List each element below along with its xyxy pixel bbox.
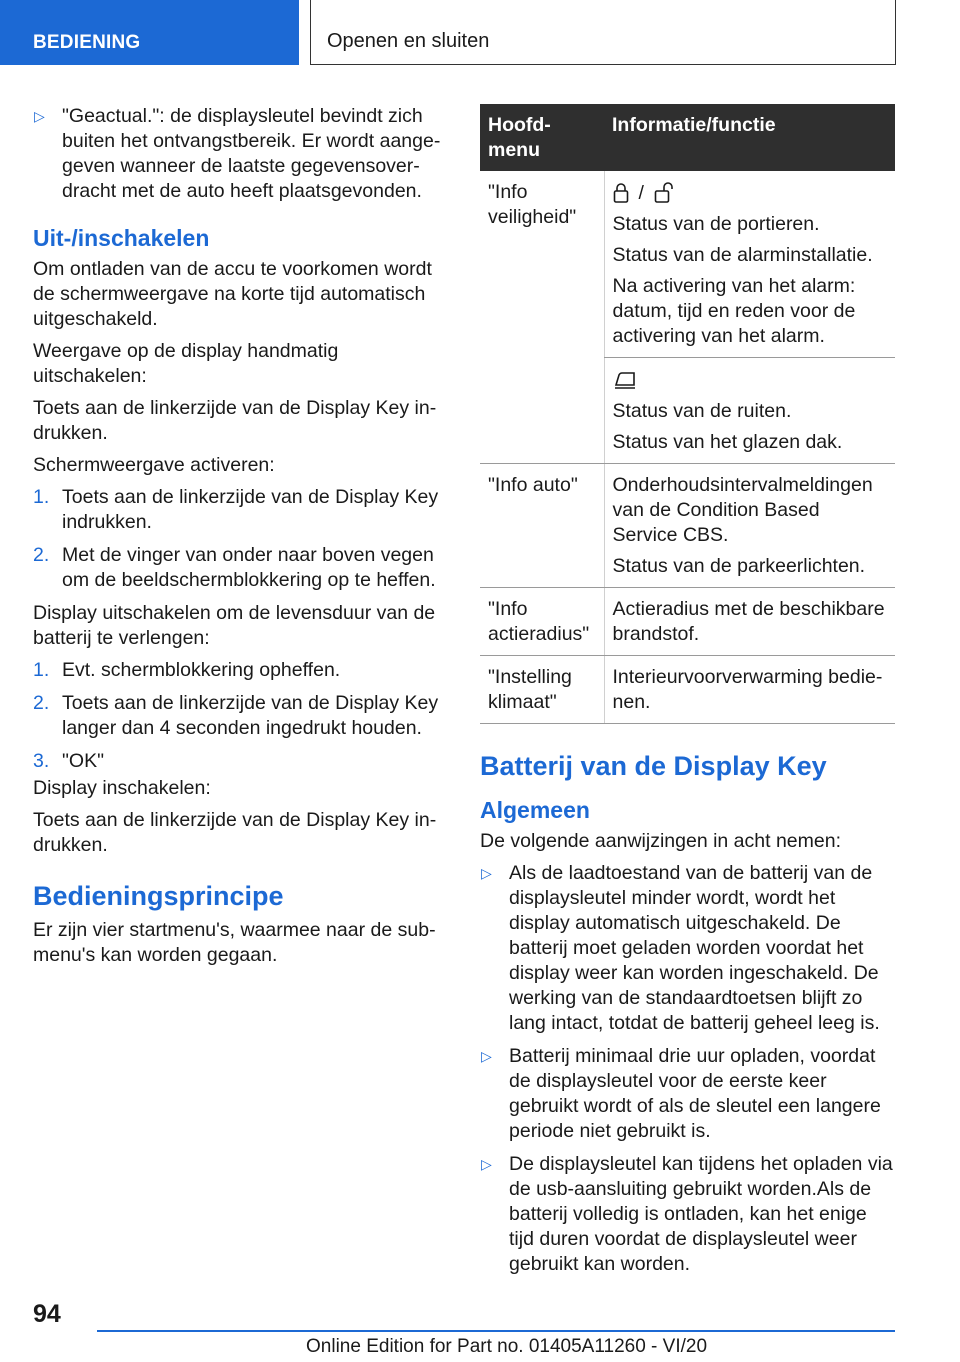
right-column	[480, 104, 895, 1285]
table-row	[480, 588, 895, 656]
list-item: ▷ Batterij minimaal drie uur opladen, voordat de displaysleutel voor de eerste keer gebruikt wordt of als de sleutel een langere periode niet gebruikt is.	[481, 1045, 881, 1142]
lock-open-icon	[654, 182, 674, 204]
table-cell: "Info veiligheid"	[480, 171, 604, 464]
page-number: 94	[33, 1300, 61, 1328]
paragraph: Toets aan de linkerzijde van de Display Key indrukken.	[33, 397, 437, 444]
table-cell: Status van de ruiten. Status van het glazen dak.	[604, 358, 895, 464]
table-row	[480, 171, 895, 358]
car-window-icon	[613, 370, 637, 390]
table-row	[480, 464, 895, 588]
triangle-right-icon: ▷	[34, 108, 45, 124]
menu-table	[480, 104, 895, 724]
list-item: 3. "OK"	[33, 750, 105, 772]
paragraph: Weergave op de display handmatig uitschakelen:	[33, 340, 339, 387]
list-item: 2. Met de vinger van onder naar boven vegen om de beeldschermblokkering op te heffen.	[33, 544, 436, 591]
triangle-right-icon: ▷	[481, 865, 492, 881]
section-tab: BEDIENING	[0, 0, 299, 65]
edition-footer: Online Edition for Part no. 01405A11260 - VI/20	[306, 1336, 708, 1357]
list-item: ▷ De displaysleutel kan tijdens het opladen via de usb-aansluiting gebruikt worden.Als de batterij volledig is ontladen, kan het enige tijd duren voordat de displaysleutel weer gebruikt kan worden.	[481, 1153, 893, 1275]
list-item: ▷ Als de laadtoestand van de batterij van de displaysleutel minder wordt, wordt het display automatisch uitgeschakeld. De batterij moet geladen worden voordat het display weer kan worden ingeschakeld. De werking van de standaardtoetsen blijft zo lang intact, totdat de batterij geheel leeg is.	[481, 862, 880, 1034]
footer-divider	[97, 1330, 895, 1332]
paragraph: Display uitschakelen om de levensduur van de batterij te verlengen:	[33, 602, 436, 649]
list-item: 1. Toets aan de linkerzijde van de Display Key indrukken.	[33, 486, 439, 533]
heading-algemeen: Algemeen	[480, 797, 590, 823]
paragraph: De volgende aanwijzingen in acht nemen:	[480, 830, 841, 852]
table-row	[480, 656, 895, 724]
chapter-title: Openen en sluiten	[310, 0, 896, 65]
list-item: 2. Toets aan de linkerzijde van de Display Key langer dan 4 seconden ingedrukt houden.	[33, 692, 439, 739]
paragraph: Display inschakelen:	[33, 777, 211, 799]
table-cell: "Info auto"	[480, 464, 604, 588]
table-cell: / Status van de portieren. Status van de alarminstallatie. Na activering van het alarm: datum, tijd en reden voor de activering van het alarm.	[604, 171, 895, 358]
triangle-right-icon: ▷	[481, 1048, 492, 1064]
table-header-cell: Informatie/functie	[604, 104, 895, 171]
table-cell: Actieradius met de beschikbare brandstof.	[604, 588, 895, 656]
paragraph: Toets aan de linkerzijde van de Display Key indrukken.	[33, 809, 437, 856]
heading-uit-inschakelen: Uit-/inschakelen	[33, 225, 210, 251]
heading-bedieningsprincipe: Bedieningsprincipe	[33, 881, 284, 911]
list-item: ▷ "Geactual.": de displaysleutel bevindt zich buiten het ontvangstbereik. Er wordt aangegeven wanneer de laatste gegevensoverdracht met de auto heeft plaatsgevonden.	[34, 105, 441, 202]
table-cell: "Info actieradius"	[480, 588, 604, 656]
slash-text: /	[638, 181, 644, 204]
table-header-cell: Hoofd-menu	[480, 104, 604, 171]
table-cell: "Instelling klimaat"	[480, 656, 604, 724]
paragraph: Om ontladen van de accu te voorkomen wordt de schermweergave na korte tijd automatisch uitgeschakeld.	[33, 258, 432, 330]
lock-closed-icon	[613, 182, 629, 204]
table-cell: Interieurvoorverwarming bedienen.	[604, 656, 895, 724]
paragraph: Er zijn vier startmenu's, waarmee naar de submenu's kan worden gegaan.	[33, 919, 436, 966]
left-column	[33, 104, 448, 975]
heading-batterij: Batterij van de Display Key	[480, 751, 827, 781]
triangle-right-icon: ▷	[481, 1156, 492, 1172]
list-item: 1. Evt. schermblokkering opheffen.	[33, 659, 341, 681]
paragraph: Schermweergave activeren:	[33, 454, 275, 476]
table-cell: Onderhoudsintervalmeldingen van de Condition Based Service CBS. Status van de parkeerlichten.	[604, 464, 895, 588]
